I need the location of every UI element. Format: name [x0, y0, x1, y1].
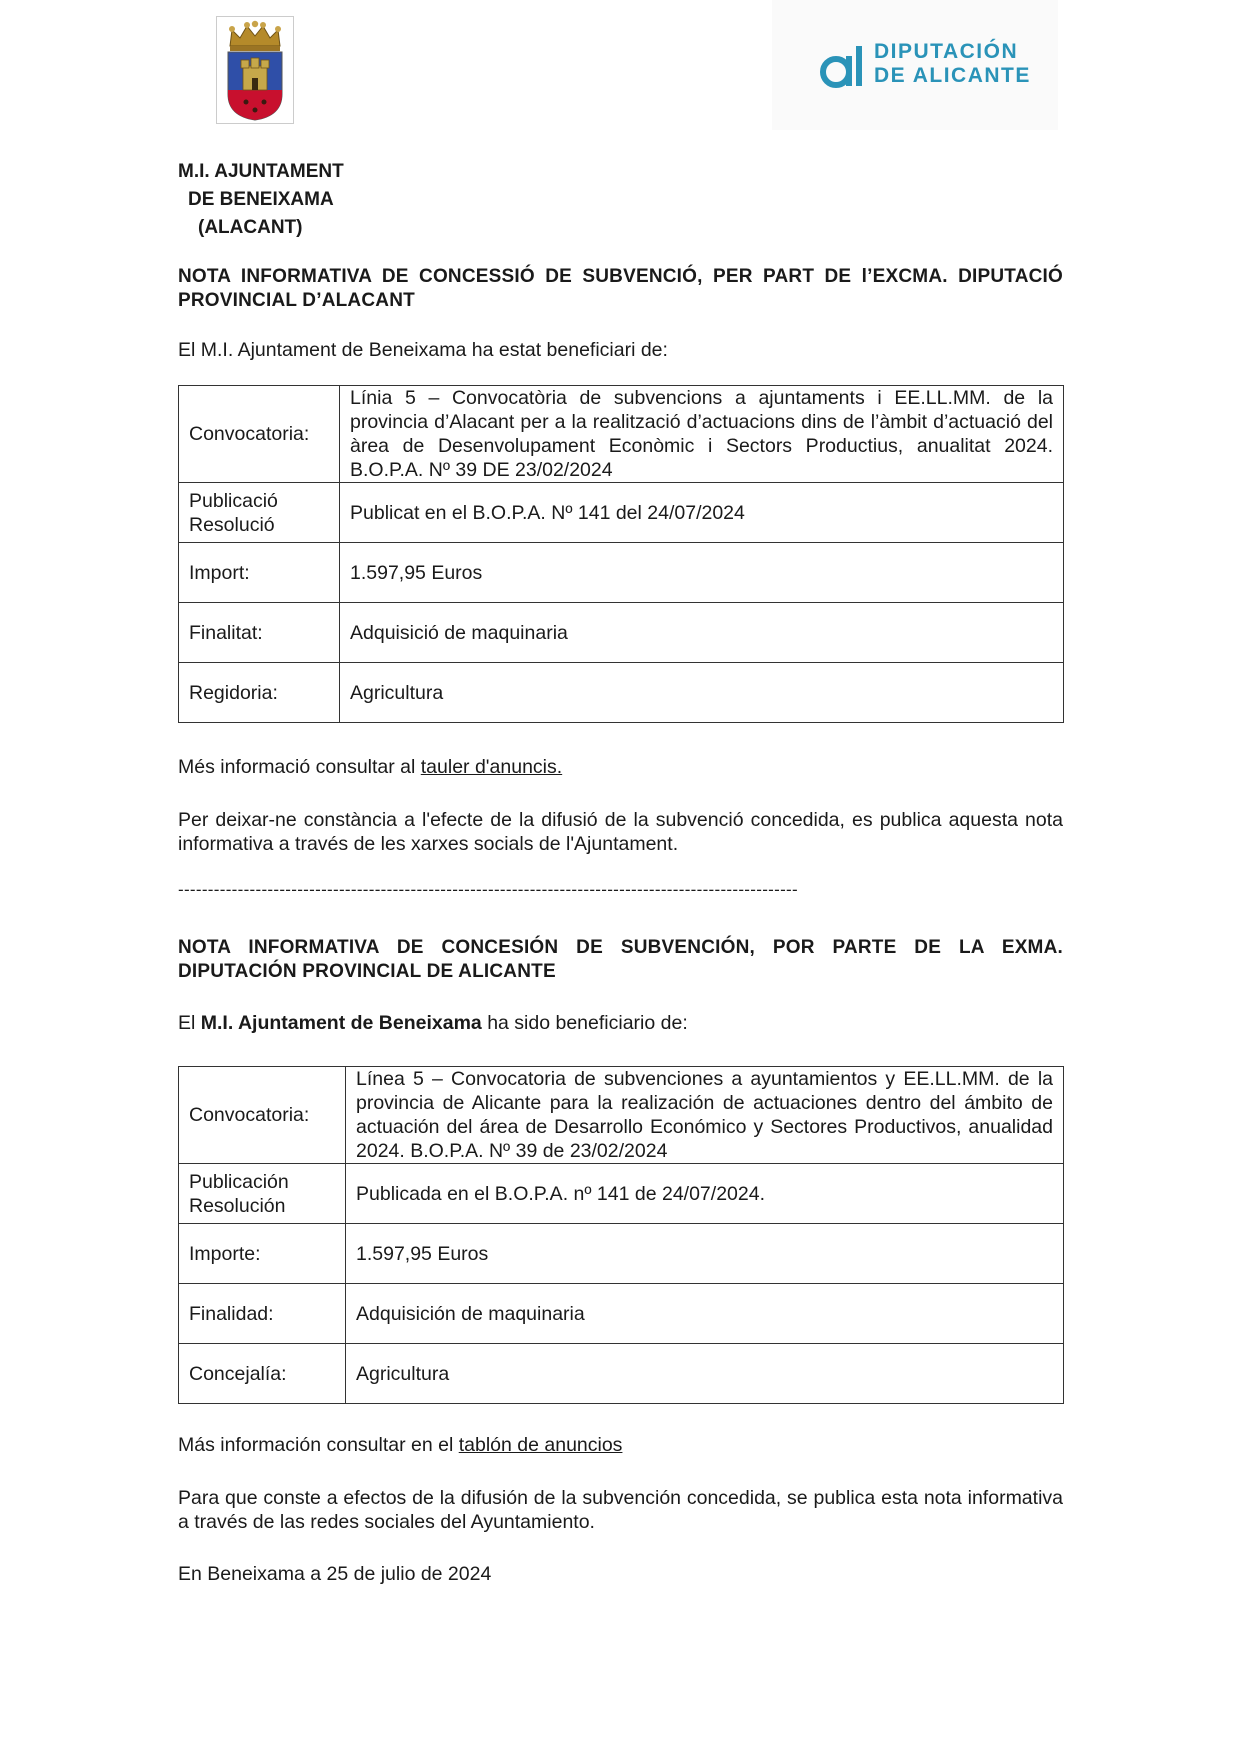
table-row	[179, 663, 1064, 723]
table-value: Línea 5 – Convocatoria de subvenciones a ayuntamientos y EE.LL.MM. de la provincia de Alicante para la realización de actuaciones dentro del ámbito de actuación del área de Desarrollo Económico y Sectores Productivos, anualidad 2024. B.O.P.A. Nº 39 de 23/02/2024	[346, 1067, 1064, 1164]
table-value: Agricultura	[340, 663, 1064, 723]
table-row	[179, 1224, 1064, 1284]
spanish-heading: NOTA INFORMATIVA DE CONCESIÓN DE SUBVENCIÓN, POR PARTE DE LA EXMA. DIPUTACIÓN PROVINCIAL DE ALICANTE	[178, 937, 1063, 982]
table-label: Convocatoria:	[179, 386, 340, 483]
tauler-anuncis-link[interactable]: tauler d'anuncis.	[420, 756, 563, 778]
table-row	[179, 603, 1064, 663]
beneixama-coat-of-arms-icon	[216, 16, 294, 124]
table-row	[179, 1344, 1064, 1404]
valencian-closing-paragraph: Per deixar-ne constància a l'efecte de la difusió de la subvenció concedida, es publica aquesta nota informativa a través de les xarxes socials de l'Ajuntament.	[178, 809, 1063, 855]
intro-suffix: ha sido beneficiario de:	[481, 1012, 688, 1034]
spanish-more-info	[178, 1433, 1063, 1457]
table-value: Línia 5 – Convocatòria de subvencions a ajuntaments i EE.LL.MM. de la provincia d’Alacant per a la realització d’actuacions dins de l’àmbit d’actuació del àrea de Desenvolupament Econòmic i Sectors Productius, anualitat 2024. B.O.P.A. Nº 39 DE 23/02/2024	[340, 386, 1064, 483]
spanish-closing-paragraph: Para que conste a efectos de la difusión de la subvención concedida, se publica esta nota informativa a través de las redes sociales del Ayuntamiento.	[178, 1487, 1063, 1533]
spanish-info-table	[178, 1066, 1064, 1404]
diputacion-alicante-logo-icon	[820, 42, 868, 90]
table-label: Publicació Resolució	[179, 483, 340, 543]
org-line-2: DE BENEIXAMA	[188, 189, 334, 210]
table-label: Convocatoria:	[179, 1067, 346, 1164]
section-divider: --------------------------------------------------------------------------------------------------------	[178, 880, 798, 899]
intro-prefix: El	[178, 1012, 201, 1034]
intro-org-name: M.I. Ajuntament de Beneixama	[200, 1012, 482, 1034]
table-value: Publicada en el B.O.P.A. nº 141 de 24/07/2024.	[346, 1164, 1064, 1224]
table-label: Concejalía:	[179, 1344, 346, 1404]
table-value: 1.597,95 Euros	[346, 1224, 1064, 1284]
table-label: Publicación Resolución	[179, 1164, 346, 1224]
table-row	[179, 483, 1064, 543]
diputacion-logo-text	[874, 40, 1031, 88]
table-row	[179, 1164, 1064, 1224]
table-label: Finalitat:	[179, 603, 340, 663]
table-label: Finalidad:	[179, 1284, 346, 1344]
more-info-text: Más información consultar en el	[178, 1434, 459, 1456]
place-and-date: En Beneixama a 25 de julio de 2024	[178, 1563, 492, 1585]
org-line-1: M.I. AJUNTAMENT	[178, 161, 344, 182]
table-value: 1.597,95 Euros	[340, 543, 1064, 603]
spanish-intro	[178, 1011, 1063, 1035]
valencian-more-info	[178, 755, 1063, 779]
organisation-name	[178, 158, 344, 242]
valencian-heading: NOTA INFORMATIVA DE CONCESSIÓ DE SUBVENCIÓ, PER PART DE l’EXCMA. DIPUTACIÓ PROVINCIAL D’ALACANT	[178, 266, 1063, 311]
table-label: Import:	[179, 543, 340, 603]
tablon-anuncios-link[interactable]: tablón de anuncios	[458, 1434, 623, 1456]
table-row	[179, 386, 1064, 483]
table-value: Agricultura	[346, 1344, 1064, 1404]
table-row	[179, 543, 1064, 603]
table-row	[179, 1067, 1064, 1164]
valencian-info-table	[178, 385, 1064, 723]
diputacion-logo-line2: DE ALICANTE	[874, 64, 1031, 87]
valencian-intro: El M.I. Ajuntament de Beneixama ha estat beneficiari de:	[178, 339, 668, 361]
table-row	[179, 1284, 1064, 1344]
table-label: Importe:	[179, 1224, 346, 1284]
diputacion-logo-line1: DIPUTACIÓN	[874, 40, 1019, 63]
more-info-text: Més informació consultar al	[178, 756, 421, 778]
table-value: Adquisición de maquinaria	[346, 1284, 1064, 1344]
table-label: Regidoria:	[179, 663, 340, 723]
table-value: Publicat en el B.O.P.A. Nº 141 del 24/07/2024	[340, 483, 1064, 543]
table-value: Adquisició de maquinaria	[340, 603, 1064, 663]
org-line-3: (ALACANT)	[198, 217, 303, 238]
